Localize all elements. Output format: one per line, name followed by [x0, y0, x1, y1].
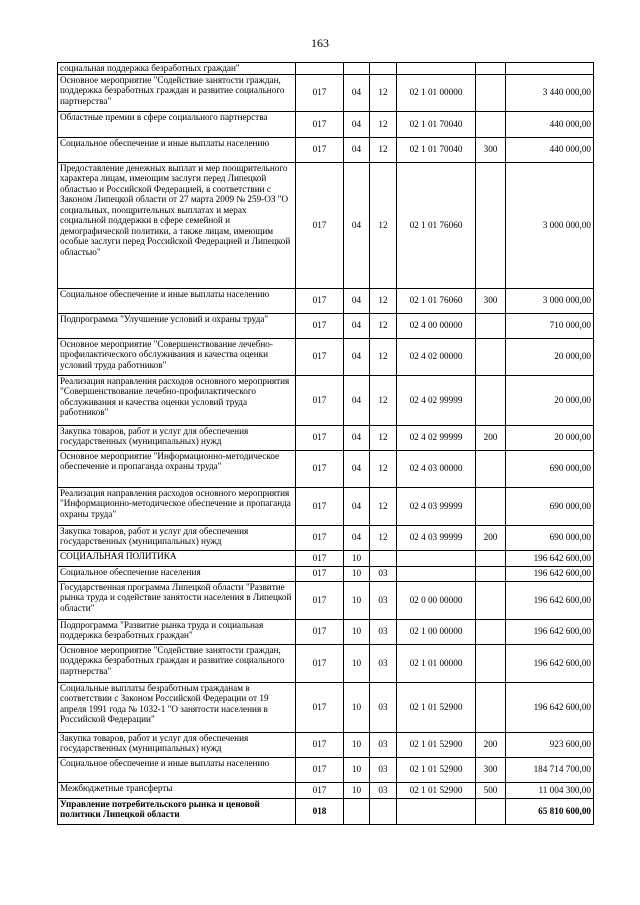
cell-grbs: 017 — [296, 550, 344, 566]
cell-amount: 196 642 600,00 — [506, 581, 594, 619]
table-row — [58, 798, 594, 824]
cell-target-article: 02 4 03 99999 — [397, 487, 476, 525]
cell-grbs: 017 — [296, 581, 344, 619]
cell-expense-type — [476, 682, 506, 732]
cell-subsection: 12 — [370, 137, 397, 162]
cell-grbs: 017 — [296, 682, 344, 732]
table-row — [58, 566, 594, 581]
table-row — [58, 619, 594, 644]
cell-expense-type: 200 — [476, 525, 506, 550]
cell-subsection: 12 — [370, 375, 397, 425]
cell-section: 10 — [344, 732, 370, 757]
cell-expense-type — [476, 74, 506, 111]
cell-name: Социальные выплаты безработным гражданам в соответствии с Законом Российской Федерации от 19 апреля 1991 года № 1032-1 "О занятости населения в Российской Федерации" — [58, 682, 296, 732]
cell-subsection: 03 — [370, 619, 397, 644]
budget-table — [57, 62, 594, 825]
cell-section: 04 — [344, 74, 370, 111]
cell-target-article: 02 1 01 70040 — [397, 137, 476, 162]
cell-section: 04 — [344, 162, 370, 288]
cell-section: 10 — [344, 550, 370, 566]
cell-name: Реализация направления расходов основного мероприятия "Совершенствование лечебно-профилактического обслуживания и качества оценки условий труда работников" — [58, 375, 296, 425]
cell-name: Социальное обеспечение и иные выплаты населению — [58, 757, 296, 782]
cell-amount: 196 642 600,00 — [506, 550, 594, 566]
cell-amount: 20 000,00 — [506, 338, 594, 375]
cell-subsection: 12 — [370, 111, 397, 137]
cell-subsection: 03 — [370, 682, 397, 732]
cell-amount: 710 000,00 — [506, 313, 594, 338]
cell-section: 04 — [344, 111, 370, 137]
cell-subsection: 03 — [370, 644, 397, 682]
table-row — [58, 338, 594, 375]
cell-name: Областные премии в сфере социального партнерства — [58, 111, 296, 137]
cell-target-article: 02 1 01 52900 — [397, 732, 476, 757]
cell-section: 10 — [344, 682, 370, 732]
cell-name: Подпрограмма "Улучшение условий и охраны труда" — [58, 313, 296, 338]
table-row — [58, 162, 594, 288]
cell-subsection: 12 — [370, 313, 397, 338]
cell-amount: 11 004 300,00 — [506, 782, 594, 798]
cell-amount: 196 642 600,00 — [506, 682, 594, 732]
cell-expense-type — [476, 644, 506, 682]
cell-subsection: 12 — [370, 450, 397, 487]
cell-section: 10 — [344, 757, 370, 782]
cell-name: Основное мероприятие "Содействие занятости граждан, поддержка безработных граждан и развитие социального партнерства" — [58, 644, 296, 682]
cell-expense-type — [476, 450, 506, 487]
cell-expense-type — [476, 111, 506, 137]
cell-amount: 3 000 000,00 — [506, 162, 594, 288]
cell-subsection: 03 — [370, 782, 397, 798]
cell-expense-type: 300 — [476, 757, 506, 782]
cell-section: 04 — [344, 338, 370, 375]
cell-amount: 196 642 600,00 — [506, 566, 594, 581]
cell-target-article: 02 1 00 00000 — [397, 619, 476, 644]
cell-name: Закупка товаров, работ и услуг для обеспечения государственных (муниципальных) нужд — [58, 525, 296, 550]
cell-target-article: 02 4 00 00000 — [397, 313, 476, 338]
cell-target-article: 02 4 02 99999 — [397, 375, 476, 425]
cell-section — [344, 798, 370, 824]
cell-grbs: 017 — [296, 137, 344, 162]
cell-subsection: 03 — [370, 757, 397, 782]
cell-expense-type — [476, 375, 506, 425]
cell-subsection: 12 — [370, 487, 397, 525]
cell-target-article: 02 1 01 52900 — [397, 757, 476, 782]
cell-grbs: 017 — [296, 487, 344, 525]
cell-amount: 20 000,00 — [506, 425, 594, 450]
cell-amount: 196 642 600,00 — [506, 644, 594, 682]
cell-grbs: 017 — [296, 566, 344, 581]
cell-expense-type — [476, 581, 506, 619]
table-row — [58, 550, 594, 566]
cell-amount: 690 000,00 — [506, 487, 594, 525]
table-row — [58, 137, 594, 162]
cell-target-article: 02 1 01 00000 — [397, 74, 476, 111]
cell-subsection: 12 — [370, 288, 397, 313]
cell-subsection: 03 — [370, 732, 397, 757]
cell-name: Предоставление денежных выплат и мер поощрительного характера лицам, имеющим заслуги перед Липецкой областью и Российской Федерацией, в соответствии с Законом Липецкой области от 27 марта 2009 № 259-ОЗ "О социальных, поощрительных выплатах и мерах социальной поддержки в сфере семейной и демографической политики, а также лицам, имеющим особые заслуги перед Российской Федерацией и Липецкой областью" — [58, 162, 296, 288]
cell-section: 10 — [344, 581, 370, 619]
cell-subsection: 12 — [370, 338, 397, 375]
cell-target-article: 02 1 01 76060 — [397, 288, 476, 313]
cell-section: 04 — [344, 450, 370, 487]
cell-expense-type: 200 — [476, 425, 506, 450]
cell-grbs: 017 — [296, 525, 344, 550]
table-row — [58, 487, 594, 525]
cell-amount: 923 600,00 — [506, 732, 594, 757]
cell-target-article: 02 4 02 99999 — [397, 425, 476, 450]
cell-grbs — [296, 63, 344, 75]
cell-amount: 690 000,00 — [506, 450, 594, 487]
cell-target-article — [397, 566, 476, 581]
cell-expense-type — [476, 550, 506, 566]
table-row — [58, 682, 594, 732]
cell-grbs: 017 — [296, 338, 344, 375]
cell-amount: 690 000,00 — [506, 525, 594, 550]
cell-expense-type — [476, 313, 506, 338]
cell-section: 04 — [344, 425, 370, 450]
cell-section: 10 — [344, 566, 370, 581]
table-row — [58, 111, 594, 137]
cell-target-article: 02 1 01 52900 — [397, 682, 476, 732]
cell-section: 10 — [344, 619, 370, 644]
cell-amount: 65 810 600,00 — [506, 798, 594, 824]
table-row — [58, 525, 594, 550]
cell-amount: 440 000,00 — [506, 137, 594, 162]
cell-expense-type: 300 — [476, 137, 506, 162]
table-row — [58, 375, 594, 425]
cell-name: социальная поддержка безработных граждан" — [58, 63, 296, 75]
cell-amount: 184 714 700,00 — [506, 757, 594, 782]
cell-name: Основное мероприятие "Информационно-методическое обеспечение и пропаганда охраны труда" — [58, 450, 296, 487]
cell-subsection — [370, 550, 397, 566]
cell-name: Управление потребительского рынка и ценовой политики Липецкой области — [58, 798, 296, 824]
cell-subsection: 12 — [370, 425, 397, 450]
cell-amount: 196 642 600,00 — [506, 619, 594, 644]
cell-target-article: 02 1 01 00000 — [397, 644, 476, 682]
cell-name: Социальное обеспечение и иные выплаты населению — [58, 137, 296, 162]
cell-section: 04 — [344, 487, 370, 525]
cell-expense-type: 500 — [476, 782, 506, 798]
cell-expense-type: 300 — [476, 288, 506, 313]
cell-target-article: 02 0 00 00000 — [397, 581, 476, 619]
cell-grbs: 017 — [296, 162, 344, 288]
cell-subsection: 12 — [370, 74, 397, 111]
cell-subsection — [370, 63, 397, 75]
table-row — [58, 450, 594, 487]
cell-name: СОЦИАЛЬНАЯ ПОЛИТИКА — [58, 550, 296, 566]
cell-expense-type — [476, 487, 506, 525]
cell-grbs: 017 — [296, 644, 344, 682]
table-row — [58, 425, 594, 450]
cell-section: 04 — [344, 525, 370, 550]
cell-target-article: 02 1 01 70040 — [397, 111, 476, 137]
cell-target-article: 02 1 01 76060 — [397, 162, 476, 288]
cell-grbs: 017 — [296, 288, 344, 313]
cell-section: 04 — [344, 137, 370, 162]
cell-amount: 20 000,00 — [506, 375, 594, 425]
cell-expense-type — [476, 162, 506, 288]
table-row — [58, 732, 594, 757]
cell-amount — [506, 63, 594, 75]
cell-grbs: 017 — [296, 450, 344, 487]
cell-target-article: 02 4 02 00000 — [397, 338, 476, 375]
cell-grbs: 017 — [296, 375, 344, 425]
cell-grbs: 017 — [296, 757, 344, 782]
cell-section: 10 — [344, 644, 370, 682]
cell-expense-type — [476, 63, 506, 75]
cell-grbs: 017 — [296, 619, 344, 644]
cell-section: 04 — [344, 375, 370, 425]
cell-subsection: 03 — [370, 581, 397, 619]
table-row — [58, 644, 594, 682]
cell-name: Закупка товаров, работ и услуг для обеспечения государственных (муниципальных) нужд — [58, 425, 296, 450]
cell-grbs: 017 — [296, 732, 344, 757]
cell-grbs: 017 — [296, 782, 344, 798]
table-body — [58, 63, 594, 825]
cell-amount: 3 440 000,00 — [506, 74, 594, 111]
cell-name: Социальное обеспечение населения — [58, 566, 296, 581]
cell-subsection — [370, 798, 397, 824]
cell-name: Подпрограмма "Развитие рынка труда и социальная поддержка безработных граждан" — [58, 619, 296, 644]
cell-name: Реализация направления расходов основного мероприятия "Информационно-методическое обеспечение и пропаганда охраны труда" — [58, 487, 296, 525]
cell-expense-type — [476, 338, 506, 375]
cell-name: Межбюджетные трансферты — [58, 782, 296, 798]
cell-target-article — [397, 550, 476, 566]
page-number: 163 — [311, 36, 329, 50]
cell-subsection: 12 — [370, 525, 397, 550]
cell-grbs: 017 — [296, 425, 344, 450]
cell-section — [344, 63, 370, 75]
cell-expense-type — [476, 566, 506, 581]
cell-grbs: 017 — [296, 74, 344, 111]
cell-target-article: 02 4 03 99999 — [397, 525, 476, 550]
cell-target-article — [397, 63, 476, 75]
cell-name: Основное мероприятие "Содействие занятости граждан, поддержка безработных граждан и развитие социального партнерства" — [58, 74, 296, 111]
cell-grbs: 017 — [296, 111, 344, 137]
table-row — [58, 757, 594, 782]
cell-name: Государственная программа Липецкой области "Развитие рынка труда и содействие занятости населения в Липецкой области" — [58, 581, 296, 619]
table-row — [58, 581, 594, 619]
cell-expense-type — [476, 798, 506, 824]
cell-target-article: 02 1 01 52900 — [397, 782, 476, 798]
cell-name: Социальное обеспечение и иные выплаты населению — [58, 288, 296, 313]
cell-expense-type: 200 — [476, 732, 506, 757]
cell-section: 04 — [344, 313, 370, 338]
table-row — [58, 288, 594, 313]
table-row — [58, 63, 594, 75]
cell-target-article — [397, 798, 476, 824]
cell-section: 10 — [344, 782, 370, 798]
cell-subsection: 12 — [370, 162, 397, 288]
cell-amount: 3 000 000,00 — [506, 288, 594, 313]
cell-expense-type — [476, 619, 506, 644]
table-row — [58, 782, 594, 798]
cell-name: Закупка товаров, работ и услуг для обеспечения государственных (муниципальных) нужд — [58, 732, 296, 757]
cell-subsection: 03 — [370, 566, 397, 581]
cell-grbs: 018 — [296, 798, 344, 824]
cell-target-article: 02 4 03 00000 — [397, 450, 476, 487]
cell-amount: 440 000,00 — [506, 111, 594, 137]
cell-section: 04 — [344, 288, 370, 313]
cell-grbs: 017 — [296, 313, 344, 338]
table-row — [58, 74, 594, 111]
cell-name: Основное мероприятие "Совершенствование лечебно-профилактического обслуживания и качества оценки условий труда работников" — [58, 338, 296, 375]
table-row — [58, 313, 594, 338]
